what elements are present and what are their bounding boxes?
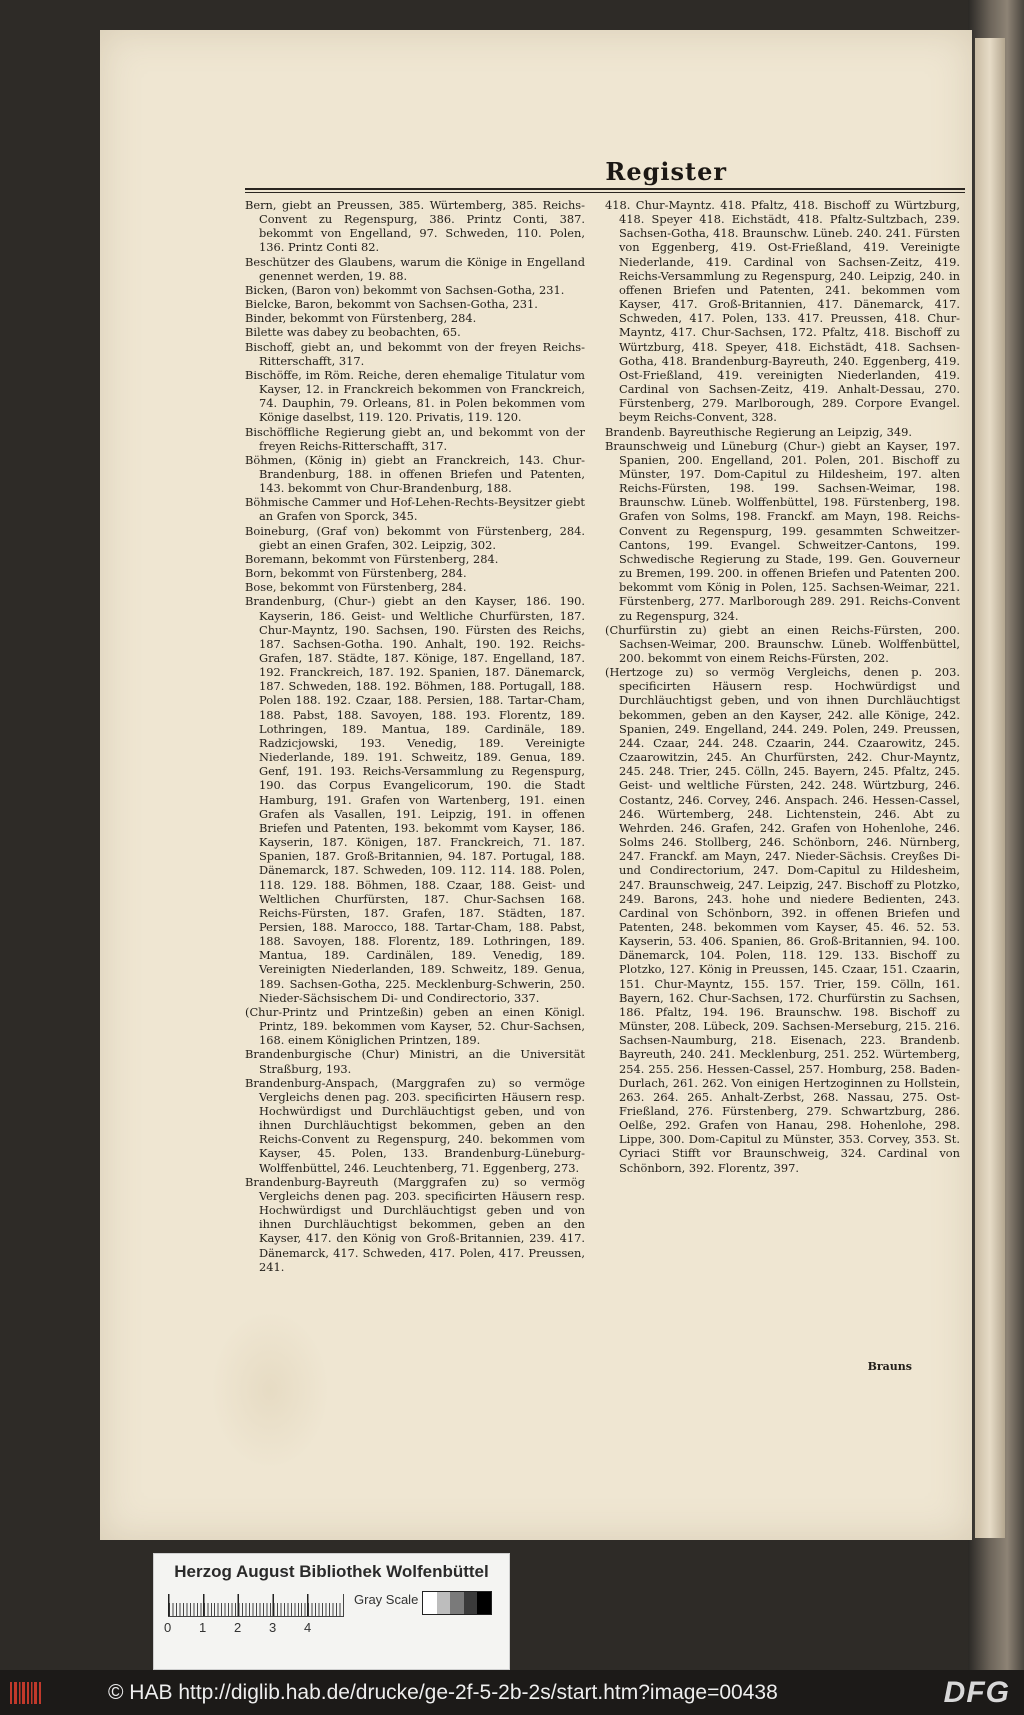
ruler-major-ticks: [168, 1594, 342, 1616]
index-entry: Bielcke, Baron, bekommt von Sachsen-Gotha, 231.: [245, 297, 538, 312]
title-rule: [245, 188, 965, 190]
index-entry: 418. Chur-Mayntz. 418. Pfaltz, 418. Bischoff zu Würtzburg, 418. Speyer 418. Eichstädt, 418. Pfaltz-Sultzbach, 239. Sachsen-Gotha, 418. Braunschw. Lüneb. 240. 241. Fürsten von Eggenberg, 419. Ost-Frießland, 419. Vereinigte Niederlande, 419. Cardinal von Sachsen-Zeitz, 419. Reichs-Versammlung zu Regenspurg, 240. Leipzig, 240. in offenen Briefen und Patenten, 241. bekommen vom Kayser, 417. Groß-Britannien, 417. Dänemarck, 417. Schweden, 417. Polen, 133. 417. Preussen, 418. Chur-Mayntz, 417. Chur-Sachsen, 172. Pfaltz, 418. Bischoff zu Würtzburg, 418. Speyer, 418. Eichstädt, 418. Sachsen-Gotha, 418. Brandenburg-Bayreuth, 240. Eggenberg, 419. Ost-Frießland, 419. vereinigten Niederlanden, 419. Cardinal von Sachsen-Zeitz, 419. Anhalt-Dessau, 270. Fürstenberg, 279. Marlborough, 289. Corpore Evangel. beym Reichs-Convent, 328.: [605, 198, 960, 425]
gray-scale-label: Gray Scale: [354, 1592, 419, 1607]
index-entry: Braunschweig und Lüneburg (Chur-) giebt an Kayser, 197. Spanien, 200. Engelland, 201. Polen, 201. Bischoff zu Münster, 197. Dom-Capitul zu Hildesheim, 197. alten Reichs-Fürsten, 198. 199. Sachsen-Weimar, 198. Braunschw. Lüneb. Wolffenbüttel, 198. Fürstenberg, 198. Grafen von Solms, 198. Franckf. am Mayn, 198. Reichs-Convent zu Regenspurg, 199. gesammten Schweitzer-Cantons, 199. Evangel. Schweitzer-Cantons, 199. Schwedische Regierung zu Stade, 199. Gen. Gouverneur zu Bremen, 199. 200. in offenen Briefen und Patenten 200. bekommt vom König in Polen, 125. Sachsen-Weimar, 221. Fürstenberg, 277. Marlborough 289. 291. Reichs-Convent zu Regenspurg, 324.: [605, 438, 960, 623]
index-entry: Bischöffliche Regierung giebt an, und bekommt von der freyen Reichs-Ritterschafft, 317.: [245, 424, 585, 453]
viewer-footer: [0, 1670, 1024, 1715]
gray-scale-bar: [422, 1591, 492, 1615]
index-entry: Born, bekommt von Fürstenberg, 284.: [245, 566, 467, 581]
ruler-number: 3: [269, 1620, 277, 1635]
index-column-right: [605, 198, 960, 1175]
paper-stain: [210, 1310, 330, 1470]
color-scale-card: [153, 1553, 510, 1670]
index-entry: Binder, bekommt von Fürstenberg, 284.: [245, 311, 477, 326]
barcode-icon: [8, 1678, 46, 1708]
index-entry: Brandenburg-Bayreuth (Marggrafen zu) so vermög Vergleichs denen pag. 203. specificirten Häusern resp. Hochwürdigst und Durchläuchtigst geben und von ihnen Durchläuchtigst bekommen, geben an den Kayser, 417. den König von Groß-Britannien, 239. 417. Dänemarck, 417. Schweden, 417. Polen, 417. Preussen, 241.: [245, 1174, 585, 1274]
index-entry: Beschützer des Glaubens, warum die Könige in Engelland genennet werden, 19. 88.: [245, 254, 585, 283]
title-rule-thin: [245, 192, 965, 193]
ruler-number: 2: [234, 1620, 242, 1635]
catchword: Brauns: [867, 1360, 912, 1373]
index-entry: Boineburg, (Graf von) bekommt von Fürstenberg, 284. giebt an einen Grafen, 302. Leipzig, 302.: [245, 523, 585, 552]
index-entry: Bicken, (Baron von) bekommt von Sachsen-Gotha, 231.: [245, 282, 565, 297]
source-url[interactable]: © HAB http://diglib.hab.de/drucke/ge-2f-5-2b-2s/start.htm?image=00438: [108, 1681, 778, 1704]
index-entry: (Churfürstin zu) giebt an einen Reichs-Fürsten, 200. Sachsen-Weimar, 200. Braunschw. Lüneb. Wolffenbüttel, 200. bekommt von einem Reichs-Fürsten, 202.: [605, 622, 960, 665]
index-entry: Boremann, bekommt von Fürstenberg, 284.: [245, 551, 499, 566]
index-entry: Bern, giebt an Preussen, 385. Würtemberg, 385. Reichs-Convent zu Regenspurg, 386. Printz Conti, 387. bekommt von Engelland, 97. Schweden, 110. Polen, 136. Printz Conti 82.: [245, 198, 585, 255]
index-entry: Bischöffe, im Röm. Reiche, deren ehemalige Titulatur vom Kayser, 12. in Franckreich bekommen von Franckreich, 74. Dauphin, 79. Orleans, 81. in Polen bekommen vom Könige daselbst, 119. 120. Privatis, 119. 120.: [245, 367, 585, 425]
page-title: Register: [605, 157, 727, 186]
index-entry: Brandenburg, (Chur-) giebt an den Kayser, 186. 190. Kayserin, 186. Geist- und Weltliche Churfürsten, 187. Chur-Mayntz, 190. Sachsen, 190. Fürsten des Reichs, 187. Sachsen-Gotha. 190. Anhalt, 190. 192. Reichs-Grafen, 187. Städte, 187. Könige, 187. Engelland, 187. 192. Franckreich, 187. 192. Spanien, 187. Dänemarck, 187. Schweden, 188. 192. Böhmen, 188. Portugall, 188. Polen 188. 192. Czaar, 188. Persien, 188. Tartar-Cham, 188. Pabst, 188. Savoyen, 188. 193. Florentz, 189. Lothringen, 189. Mantua, 189. Cardinäle, 189. Radzicjowski, 193. Venedig, 189. Vereinigte Niederlande, 189. 191. Schweitz, 189. Genua, 189. Genf, 191. 193. Reichs-Versammlung zu Regenspurg, 190. das Corpus Evangelicorum, 190. die Stadt Hamburg, 191. Grafen von Wartenberg, 191. einen Grafen als Vasallen, 191. Leipzig, 191. in offenen Briefen und Patenten, 193. bekommt vom Kayser, 186. Kayserin, 187. Königen, 187. Franckreich, 71. 187. Spanien, 187. Groß-Britannien, 94. 187. Portugal, 188. Dänemarck, 187. Schweden, 109. 112. 114. 188. Polen, 118. 129. 188. Böhmen, 188. Czaar, 188. Geist- und Weltlichen Churfürsten, 187. Chur-Sachsen 168. Reichs-Fürsten, 187. Grafen, 187. Städten, 187. Persien, 188. Marocco, 188. Tartar-Cham, 188. Pabst, 188. Savoyen, 188. Florentz, 189. Lothringen, 189. Mantua, 189. Cardinälen, 189. Venedig, 189. Vereinigten Niederlanden, 189. Schweitz, 189. Genua, 189. Sachsen-Gotha, 225. Mecklenburg-Schwerin, 250. Nieder-Sächsischem Di- und Condirectorio, 337.: [245, 594, 585, 1005]
dfg-logo: DFG: [943, 1676, 1010, 1709]
book-page: [100, 30, 972, 1540]
ruler-number: 4: [304, 1620, 312, 1635]
index-entry: Böhmen, (König in) giebt an Franckreich, 143. Chur-Brandenburg, 188. in offenen Briefen und Patenten, 143. bekommt von Chur-Brandenburg, 188.: [245, 452, 585, 496]
index-column-left: [245, 198, 585, 1274]
index-entry: Bischoff, giebt an, und bekommt von der freyen Reichs-Ritterschafft, 317.: [245, 339, 585, 368]
index-entry: Bose, bekommt von Fürstenberg, 284.: [245, 580, 467, 595]
index-entry: (Hertzoge zu) so vermög Vergleichs, denen p. 203. specificirten Häusern resp. Hochwürdigst und Durchläuchtigst geben, und von ihnen Durchläuchtigst bekommen, geben an den Kayser, 242. alle Könige, 242. Spanien, 249. Engelland, 244. 249. Polen, 249. Preussen, 244. Czaar, 244. 248. Czaarin, 244. Czaarowitz, 245. Czaarowitzin, 245. An Churfürsten, 242. Chur-Mayntz, 245. 248. Trier, 245. Cölln, 245. Bayern, 245. Pfaltz, 245. Geist- und weltliche Fürsten, 242. 248. Würtzburg, 246. Costantz, 246. Corvey, 246. Anspach. 246. Hessen-Cassel, 246. Würtemberg, 248. Lichtenstein, 246. Abt zu Wehrden. 246. Grafen, 242. Grafen von Hohenlohe, 246. Solms 246. Stollberg, 246. Schönborn, 246. Nürnberg, 247. Franckf. am Mayn, 247. Nieder-Sächsis. Creyßes Di- und Condirectorium, 247. Dom-Capitul zu Hildesheim, 247. Braunschweig, 247. Leipzig, 247. Bischoff zu Plotzko, 249. Barons, 243. hohe und niedere Bedienten, 243. Cardinal von Schönborn, 392. in offenen Briefen und Patenten, 248. bekommen vom Kayser, 45. 46. 52. 53. Kayserin, 53. 406. Spanien, 86. Groß-Britannien, 94. 100. Dänemarck, 104. Polen, 118. 129. 133. Bischoff zu Plotzko, 127. König in Preussen, 145. Czaar, 151. Czaarin, 151. Chur-Mayntz, 155. 157. Trier, 159. Cölln, 161. Bayern, 162. Chur-Sachsen, 172. Churfürstin zu Sachsen, 186. Pfaltz, 194. 196. Braunschw. 198. Bischoff zu Münster, 208. Lübeck, 209. Sachsen-Merseburg, 215. 216. Sachsen-Naumburg, 218. Eisenach, 223. Brandenb. Bayreuth, 240. 241. Mecklenburg, 251. 252. Würtemberg, 254. 255. 256. Hessen-Cassel, 257. Homburg, 258. Baden-Durlach, 261. 262. Von einigen Hertzoginnen zu Hollstein, 263. 264. 265. Anhalt-Zerbst, 268. Nassau, 275. Ost-Frießland, 276. Fürstenberg, 279. Schwartzburg, 286. Oelße, 292. Grafen von Hanau, 298. Hohenlohe, 298. Lippe, 300. Dom-Capitul zu Münster, 353. Corvey, 353. St. Cyriaci Stifft vor Braunschweig, 324. Cardinal von Schönborn, 392. Florentz, 397.: [605, 665, 960, 1175]
facing-page-edge: [975, 38, 1005, 1538]
index-entry: Brandenburg-Anspach, (Marggrafen zu) so vermöge Vergleichs denen pag. 203. specificirten Häusern resp. Hochwürdigst und Durchläuchtigst geben, und von ihnen Durchläuchtigst bekommen, geben an den Reichs-Convent zu Regenspurg, 240. bekommen vom Kayser, 45. Polen, 133. Brandenburg-Lüneburg-Wolffenbüttel, 246. Leuchtenberg, 71. Eggenberg, 273.: [245, 1075, 585, 1175]
ruler-number: 0: [164, 1620, 172, 1635]
index-entry: (Chur-Printz und Printzeßin) geben an einen Königl. Printz, 189. bekommen vom Kayser, 52. Chur-Sachsen, 168. einem Königlichen Printzen, 189.: [245, 1004, 585, 1048]
index-entry: Brandenb. Bayreuthische Regierung an Leipzig, 349.: [605, 424, 912, 439]
library-name: Herzog August Bibliothek Wolfenbüttel: [174, 1562, 489, 1581]
index-entry: Böhmische Cammer und Hof-Lehen-Rechts-Beysitzer giebt an Grafen von Sporck, 345.: [245, 495, 585, 524]
index-entry: Bilette was dabey zu beobachten, 65.: [245, 325, 461, 340]
ruler-number: 1: [199, 1620, 207, 1635]
index-entry: Brandenburgische (Chur) Ministri, an die Universität Straßburg, 193.: [245, 1047, 585, 1076]
